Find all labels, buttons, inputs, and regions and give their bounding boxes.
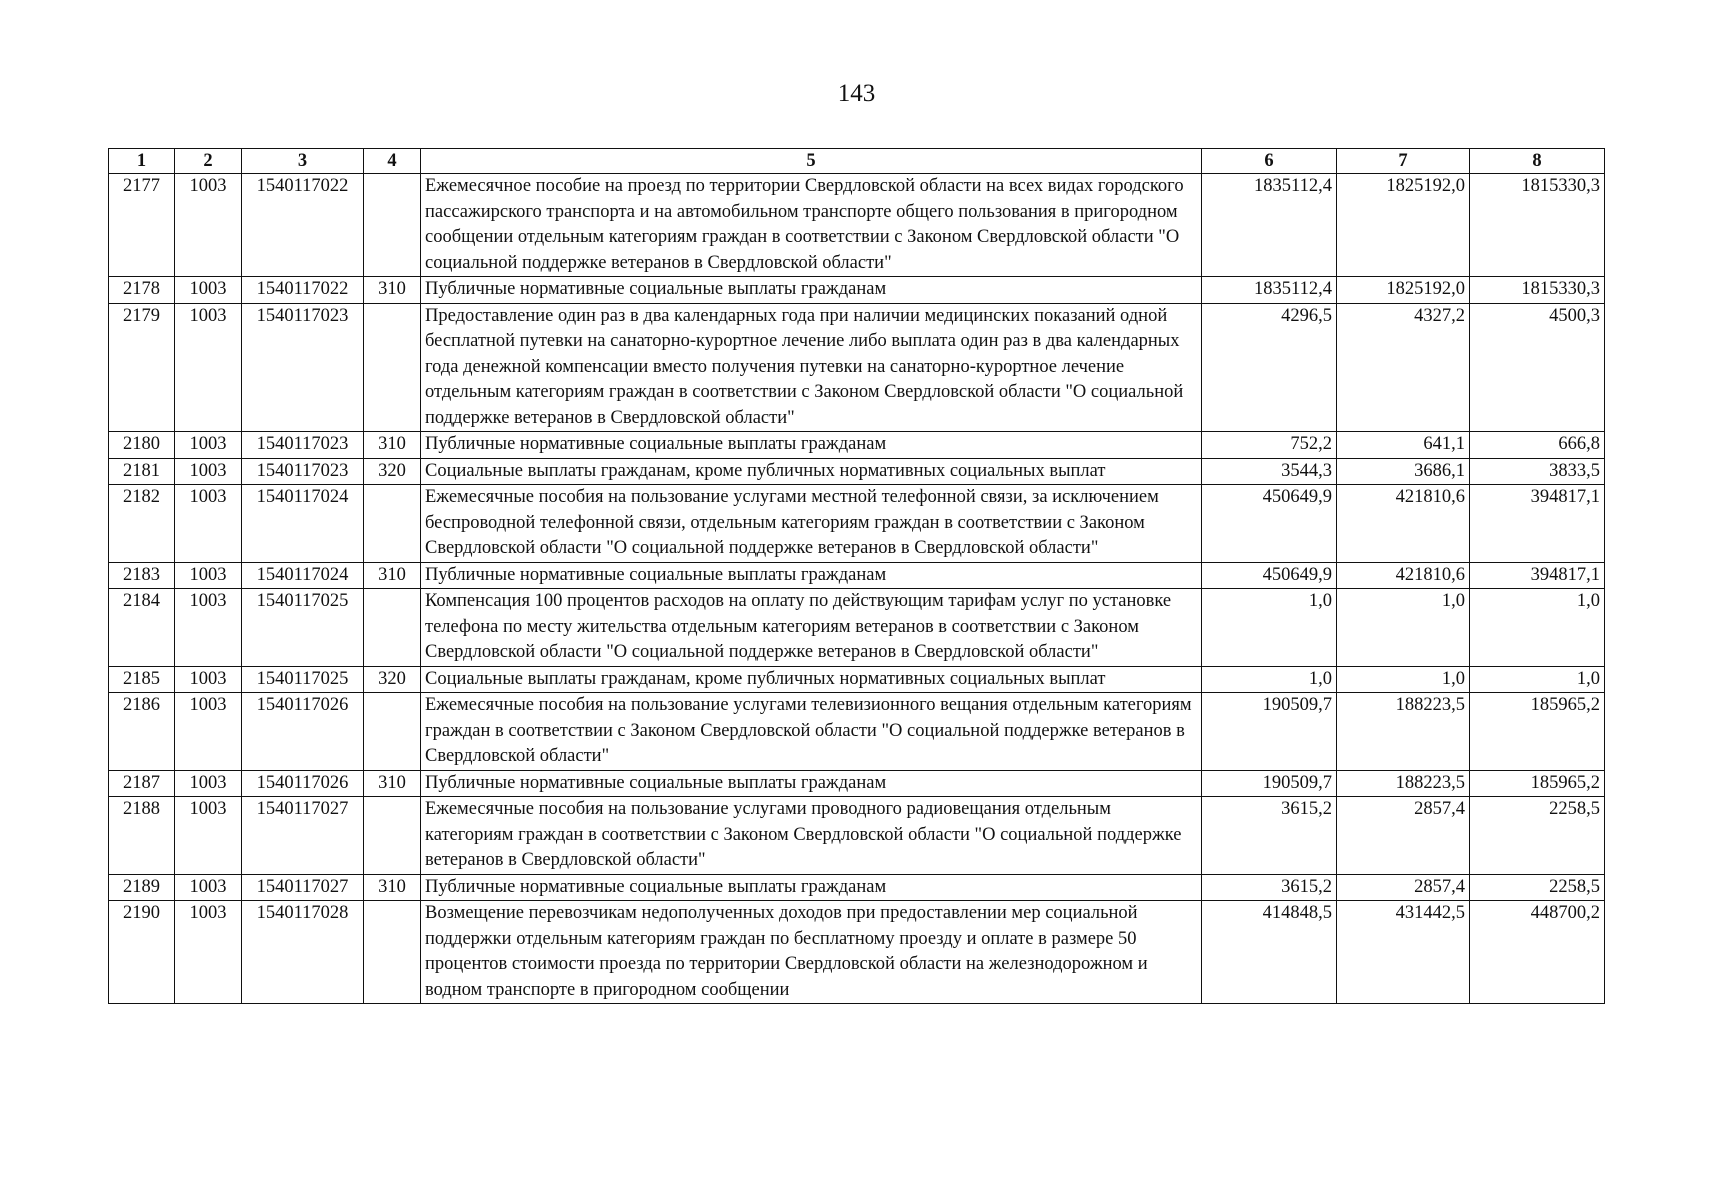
target-article-cell: 1540117025 (242, 666, 364, 693)
expense-type-cell: 310 (364, 277, 421, 304)
amount-col8-cell: 1,0 (1470, 589, 1605, 667)
item-name-cell: Ежемесячные пособия на пользование услугами проводного радиовещания отдельным категориям граждан в соответствии с Законом Свердловской области "О социальной поддержке ветеранов в Свердловской области" (421, 797, 1202, 875)
section-code-cell: 1003 (175, 303, 242, 432)
amount-col6-cell: 190509,7 (1202, 770, 1337, 797)
budget-table (108, 148, 1605, 1004)
section-code-cell: 1003 (175, 693, 242, 771)
amount-col8-cell: 185965,2 (1470, 693, 1605, 771)
row-number-cell: 2184 (109, 589, 175, 667)
section-code-cell: 1003 (175, 797, 242, 875)
row-number-cell: 2186 (109, 693, 175, 771)
expense-type-cell (364, 174, 421, 277)
table-row (109, 562, 1605, 589)
amount-col7-cell: 2857,4 (1337, 874, 1470, 901)
target-article-cell: 1540117023 (242, 432, 364, 459)
table-row (109, 770, 1605, 797)
target-article-cell: 1540117026 (242, 693, 364, 771)
table-row (109, 303, 1605, 432)
target-article-cell: 1540117024 (242, 562, 364, 589)
target-article-cell: 1540117027 (242, 797, 364, 875)
expense-type-cell: 310 (364, 432, 421, 459)
section-code-cell: 1003 (175, 589, 242, 667)
table-row (109, 693, 1605, 771)
section-code-cell: 1003 (175, 666, 242, 693)
row-number-cell: 2178 (109, 277, 175, 304)
col-header-4: 4 (364, 149, 421, 174)
amount-col6-cell: 3615,2 (1202, 874, 1337, 901)
row-number-cell: 2185 (109, 666, 175, 693)
row-number-cell: 2181 (109, 458, 175, 485)
table-row (109, 797, 1605, 875)
expense-type-cell (364, 901, 421, 1004)
item-name-cell: Ежемесячное пособие на проезд по территории Свердловской области на всех видах городского пассажирского транспорта и на автомобильном транспорте общего пользования в пригородном сообщении отдельным категориям граждан в соответствии с Законом Свердловской области "О социальной поддержке ветеранов в Свердловской области" (421, 174, 1202, 277)
item-name-cell: Публичные нормативные социальные выплаты гражданам (421, 432, 1202, 459)
row-number-cell: 2189 (109, 874, 175, 901)
amount-col7-cell: 421810,6 (1337, 485, 1470, 563)
amount-col8-cell: 185965,2 (1470, 770, 1605, 797)
item-name-cell: Публичные нормативные социальные выплаты гражданам (421, 770, 1202, 797)
target-article-cell: 1540117026 (242, 770, 364, 797)
amount-col7-cell: 1825192,0 (1337, 277, 1470, 304)
target-article-cell: 1540117027 (242, 874, 364, 901)
row-number-cell: 2180 (109, 432, 175, 459)
row-number-cell: 2183 (109, 562, 175, 589)
table-row (109, 485, 1605, 563)
row-number-cell: 2187 (109, 770, 175, 797)
item-name-cell: Предоставление один раз в два календарных года при наличии медицинских показаний одной бесплатной путевки на санаторно-курортное лечение либо выплата один раз в два календарных года денежной компенсации вместо получения путевки на санаторно-курортное лечение отдельным категориям граждан в соответствии с Законом Свердловской области "О социальной поддержке ветеранов в Свердловской области" (421, 303, 1202, 432)
amount-col6-cell: 1835112,4 (1202, 174, 1337, 277)
amount-col7-cell: 1,0 (1337, 589, 1470, 667)
amount-col6-cell: 450649,9 (1202, 485, 1337, 563)
expense-type-cell (364, 693, 421, 771)
section-code-cell: 1003 (175, 485, 242, 563)
amount-col8-cell: 3833,5 (1470, 458, 1605, 485)
amount-col8-cell: 394817,1 (1470, 485, 1605, 563)
expense-type-cell: 310 (364, 770, 421, 797)
table-row (109, 458, 1605, 485)
table-row (109, 666, 1605, 693)
expense-type-cell (364, 589, 421, 667)
amount-col6-cell: 4296,5 (1202, 303, 1337, 432)
col-header-7: 7 (1337, 149, 1470, 174)
row-number-cell: 2177 (109, 174, 175, 277)
section-code-cell: 1003 (175, 174, 242, 277)
expense-type-cell (364, 303, 421, 432)
section-code-cell: 1003 (175, 901, 242, 1004)
expense-type-cell: 320 (364, 458, 421, 485)
header-row (109, 149, 1605, 174)
amount-col6-cell: 3615,2 (1202, 797, 1337, 875)
amount-col8-cell: 2258,5 (1470, 797, 1605, 875)
target-article-cell: 1540117023 (242, 458, 364, 485)
item-name-cell: Публичные нормативные социальные выплаты гражданам (421, 874, 1202, 901)
amount-col7-cell: 4327,2 (1337, 303, 1470, 432)
expense-type-cell (364, 485, 421, 563)
section-code-cell: 1003 (175, 458, 242, 485)
amount-col7-cell: 641,1 (1337, 432, 1470, 459)
section-code-cell: 1003 (175, 874, 242, 901)
amount-col6-cell: 1,0 (1202, 666, 1337, 693)
row-number-cell: 2179 (109, 303, 175, 432)
amount-col8-cell: 1815330,3 (1470, 174, 1605, 277)
item-name-cell: Ежемесячные пособия на пользование услугами телевизионного вещания отдельным категориям граждан в соответствии с Законом Свердловской области "О социальной поддержке ветеранов в Свердловской области" (421, 693, 1202, 771)
item-name-cell: Социальные выплаты гражданам, кроме публичных нормативных социальных выплат (421, 458, 1202, 485)
amount-col8-cell: 448700,2 (1470, 901, 1605, 1004)
amount-col6-cell: 3544,3 (1202, 458, 1337, 485)
expense-type-cell (364, 797, 421, 875)
table-body (109, 174, 1605, 1004)
target-article-cell: 1540117024 (242, 485, 364, 563)
col-header-1: 1 (109, 149, 175, 174)
section-code-cell: 1003 (175, 277, 242, 304)
amount-col8-cell: 394817,1 (1470, 562, 1605, 589)
item-name-cell: Ежемесячные пособия на пользование услугами местной телефонной связи, за исключением беспроводной телефонной связи, отдельным категориям граждан в соответствии с Законом Свердловской области "О социальной поддержке ветеранов в Свердловской области" (421, 485, 1202, 563)
target-article-cell: 1540117022 (242, 174, 364, 277)
amount-col6-cell: 190509,7 (1202, 693, 1337, 771)
col-header-8: 8 (1470, 149, 1605, 174)
expense-type-cell: 320 (364, 666, 421, 693)
amount-col8-cell: 1,0 (1470, 666, 1605, 693)
amount-col6-cell: 1,0 (1202, 589, 1337, 667)
amount-col7-cell: 188223,5 (1337, 770, 1470, 797)
amount-col8-cell: 666,8 (1470, 432, 1605, 459)
amount-col7-cell: 431442,5 (1337, 901, 1470, 1004)
target-article-cell: 1540117022 (242, 277, 364, 304)
row-number-cell: 2190 (109, 901, 175, 1004)
amount-col6-cell: 1835112,4 (1202, 277, 1337, 304)
amount-col7-cell: 188223,5 (1337, 693, 1470, 771)
page-number: 143 (837, 80, 876, 107)
amount-col8-cell: 4500,3 (1470, 303, 1605, 432)
table-row (109, 874, 1605, 901)
table-row (109, 277, 1605, 304)
amount-col8-cell: 2258,5 (1470, 874, 1605, 901)
section-code-cell: 1003 (175, 562, 242, 589)
item-name-cell: Социальные выплаты гражданам, кроме публичных нормативных социальных выплат (421, 666, 1202, 693)
section-code-cell: 1003 (175, 432, 242, 459)
table-row (109, 432, 1605, 459)
col-header-6: 6 (1202, 149, 1337, 174)
row-number-cell: 2188 (109, 797, 175, 875)
amount-col6-cell: 450649,9 (1202, 562, 1337, 589)
amount-col6-cell: 414848,5 (1202, 901, 1337, 1004)
target-article-cell: 1540117028 (242, 901, 364, 1004)
amount-col7-cell: 3686,1 (1337, 458, 1470, 485)
expense-type-cell: 310 (364, 874, 421, 901)
section-code-cell: 1003 (175, 770, 242, 797)
target-article-cell: 1540117025 (242, 589, 364, 667)
target-article-cell: 1540117023 (242, 303, 364, 432)
row-number-cell: 2182 (109, 485, 175, 563)
table-row (109, 174, 1605, 277)
amount-col7-cell: 1,0 (1337, 666, 1470, 693)
expense-type-cell: 310 (364, 562, 421, 589)
col-header-2: 2 (175, 149, 242, 174)
amount-col7-cell: 421810,6 (1337, 562, 1470, 589)
col-header-5: 5 (421, 149, 1202, 174)
amount-col7-cell: 2857,4 (1337, 797, 1470, 875)
item-name-cell: Публичные нормативные социальные выплаты гражданам (421, 277, 1202, 304)
col-header-3: 3 (242, 149, 364, 174)
amount-col8-cell: 1815330,3 (1470, 277, 1605, 304)
amount-col7-cell: 1825192,0 (1337, 174, 1470, 277)
item-name-cell: Возмещение перевозчикам недополученных доходов при предоставлении мер социальной поддержки отдельным категориям граждан по бесплатному проезду и оплате в размере 50 процентов стоимости проезда по территории Свердловской области на железнодорожном и водном транспорте в пригородном сообщении (421, 901, 1202, 1004)
item-name-cell: Публичные нормативные социальные выплаты гражданам (421, 562, 1202, 589)
table-row (109, 901, 1605, 1004)
item-name-cell: Компенсация 100 процентов расходов на оплату по действующим тарифам услуг по установке телефона по месту жительства отдельным категориям ветеранов в соответствии с Законом Свердловской области "О социальной поддержке ветеранов в Свердловской области" (421, 589, 1202, 667)
table-row (109, 589, 1605, 667)
amount-col6-cell: 752,2 (1202, 432, 1337, 459)
